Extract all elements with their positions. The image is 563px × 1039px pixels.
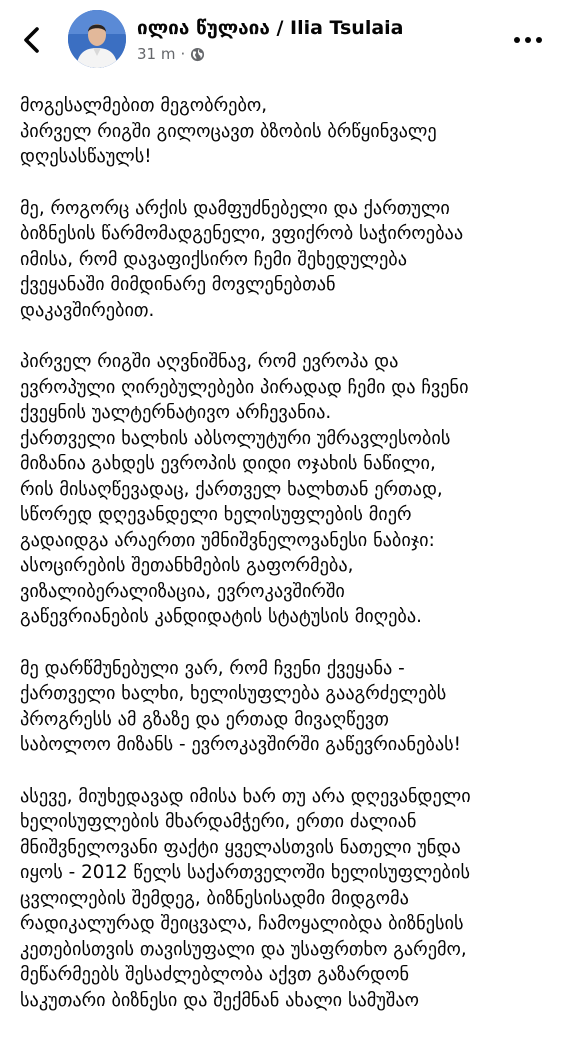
text-line: მე დარწმუნებული ვარ, რომ ჩვენი ქვეყანა - bbox=[20, 657, 405, 679]
post-paragraph-3 bbox=[20, 349, 556, 630]
post-time[interactable]: 31 m bbox=[137, 45, 176, 63]
text-line: ქართველი ხალხი, ხელისუფლება გააგრძელებს bbox=[20, 683, 447, 704]
post-paragraph-2 bbox=[20, 196, 556, 324]
text-line: ხელისუფლების მხარდამჭერი, ერთი ძალიან bbox=[20, 811, 417, 832]
post-paragraph-1 bbox=[20, 93, 556, 170]
text-line: გაწევრიანების კანდიდატის სტატუსის მიღება. bbox=[20, 606, 422, 627]
profile-photo bbox=[68, 10, 126, 68]
text-line: იყოს - 2012 წელს საქართველოში ხელისუფლების bbox=[20, 862, 471, 883]
text-line: პირველ რიგში აღვნიშნავ, რომ ევროპა და bbox=[20, 351, 399, 372]
text-line: სწორედ დღევანდელი ხელისუფლების მიერ bbox=[20, 504, 412, 525]
text-line: ასოცირების შეთანხმების გაფორმება, bbox=[20, 555, 354, 576]
text-line: მნიშვნელოვანი ფაქტი ყველასთვის ნათელი უნდა bbox=[20, 836, 461, 858]
text-line: ცვლილების შემდეგ, ბიზნესისადმი მიდგომა bbox=[20, 887, 409, 909]
text-line: ასევე, მიუხედავად იმისა ხარ თუ არა დღევანდელი bbox=[20, 785, 471, 807]
post-meta bbox=[137, 45, 205, 63]
more-options-button[interactable] bbox=[508, 25, 548, 55]
author-name[interactable]: ილია წულაია / Ilia Tsulaia bbox=[137, 17, 404, 39]
text-line: ქვეყნის უალტერნატივო არჩევანია. bbox=[20, 402, 332, 423]
text-line: კეთებისთვის თავისუფალი და უსაფრთხო გარემო, bbox=[20, 938, 467, 960]
text-line: საკუთარი ბიზნესი და შექმნან ახალი სამუშაო bbox=[20, 989, 420, 1011]
text-line: მე, როგორც არქის დამფუძნებელი და ქართული bbox=[20, 197, 450, 219]
text-line: პროგრესს ამ გზაზე და ერთად მივაღწევთ bbox=[20, 708, 389, 730]
text-line: პირველ რიგში გილოცავთ ბზობის ბრწყინვალე bbox=[20, 120, 437, 142]
text-line: იმისა, რომ დავაფიქსირო ჩემი შეხედულება bbox=[20, 248, 408, 270]
text-line: ვიზალიბერალიზაცია, ევროკავშირში bbox=[20, 580, 345, 602]
avatar[interactable] bbox=[68, 10, 126, 68]
chevron-left-icon bbox=[21, 25, 43, 55]
text-line: რის მისაღწევადაც, ქართველ ხალხთან ერთად, bbox=[20, 478, 443, 500]
text-line: მეწარმეებს შესაძლებლობა აქვთ გაზარდონ bbox=[20, 964, 410, 985]
text-line: ქვეყანაში მიმდინარე მოვლენებთან bbox=[20, 274, 336, 295]
more-horizontal-icon bbox=[513, 36, 543, 44]
text-line: საბოლოო მიზანს - ევროკავშირში გაწევრიანებას! bbox=[20, 734, 461, 755]
post-paragraph-4 bbox=[20, 656, 556, 758]
text-line: გადაიდგა არაერთი უმნიშვნელოვანესი ნაბიჯი: bbox=[20, 529, 435, 551]
text-line: ევროპული ღირებულებები პირადად ჩემი და ჩვენი bbox=[20, 376, 469, 398]
post-text bbox=[20, 93, 556, 1039]
text-line: მიზანია გახდეს ევროპის დიდი ოჯახის ნაწილი, bbox=[20, 453, 436, 474]
text-line: დაკავშირებით. bbox=[20, 299, 155, 321]
meta-separator: · bbox=[180, 45, 186, 63]
text-line: ბიზნესის წარმომადგენელი, ვფიქრობ საჭიროებაა bbox=[20, 223, 464, 244]
back-button[interactable] bbox=[14, 22, 50, 58]
post-header bbox=[0, 0, 563, 80]
post-paragraph-5 bbox=[20, 784, 556, 1014]
text-line: მოგესალმებით მეგობრებო, bbox=[20, 95, 268, 116]
text-line: რადიკალურად შეიცვალა, ჩამოყალიბდა ბიზნესის bbox=[20, 913, 464, 934]
text-line: ქართველი ხალხის აბსოლუტური უმრავლესობის bbox=[20, 427, 451, 449]
text-line: დღესასწაულს! bbox=[20, 146, 152, 167]
globe-icon bbox=[190, 47, 205, 62]
